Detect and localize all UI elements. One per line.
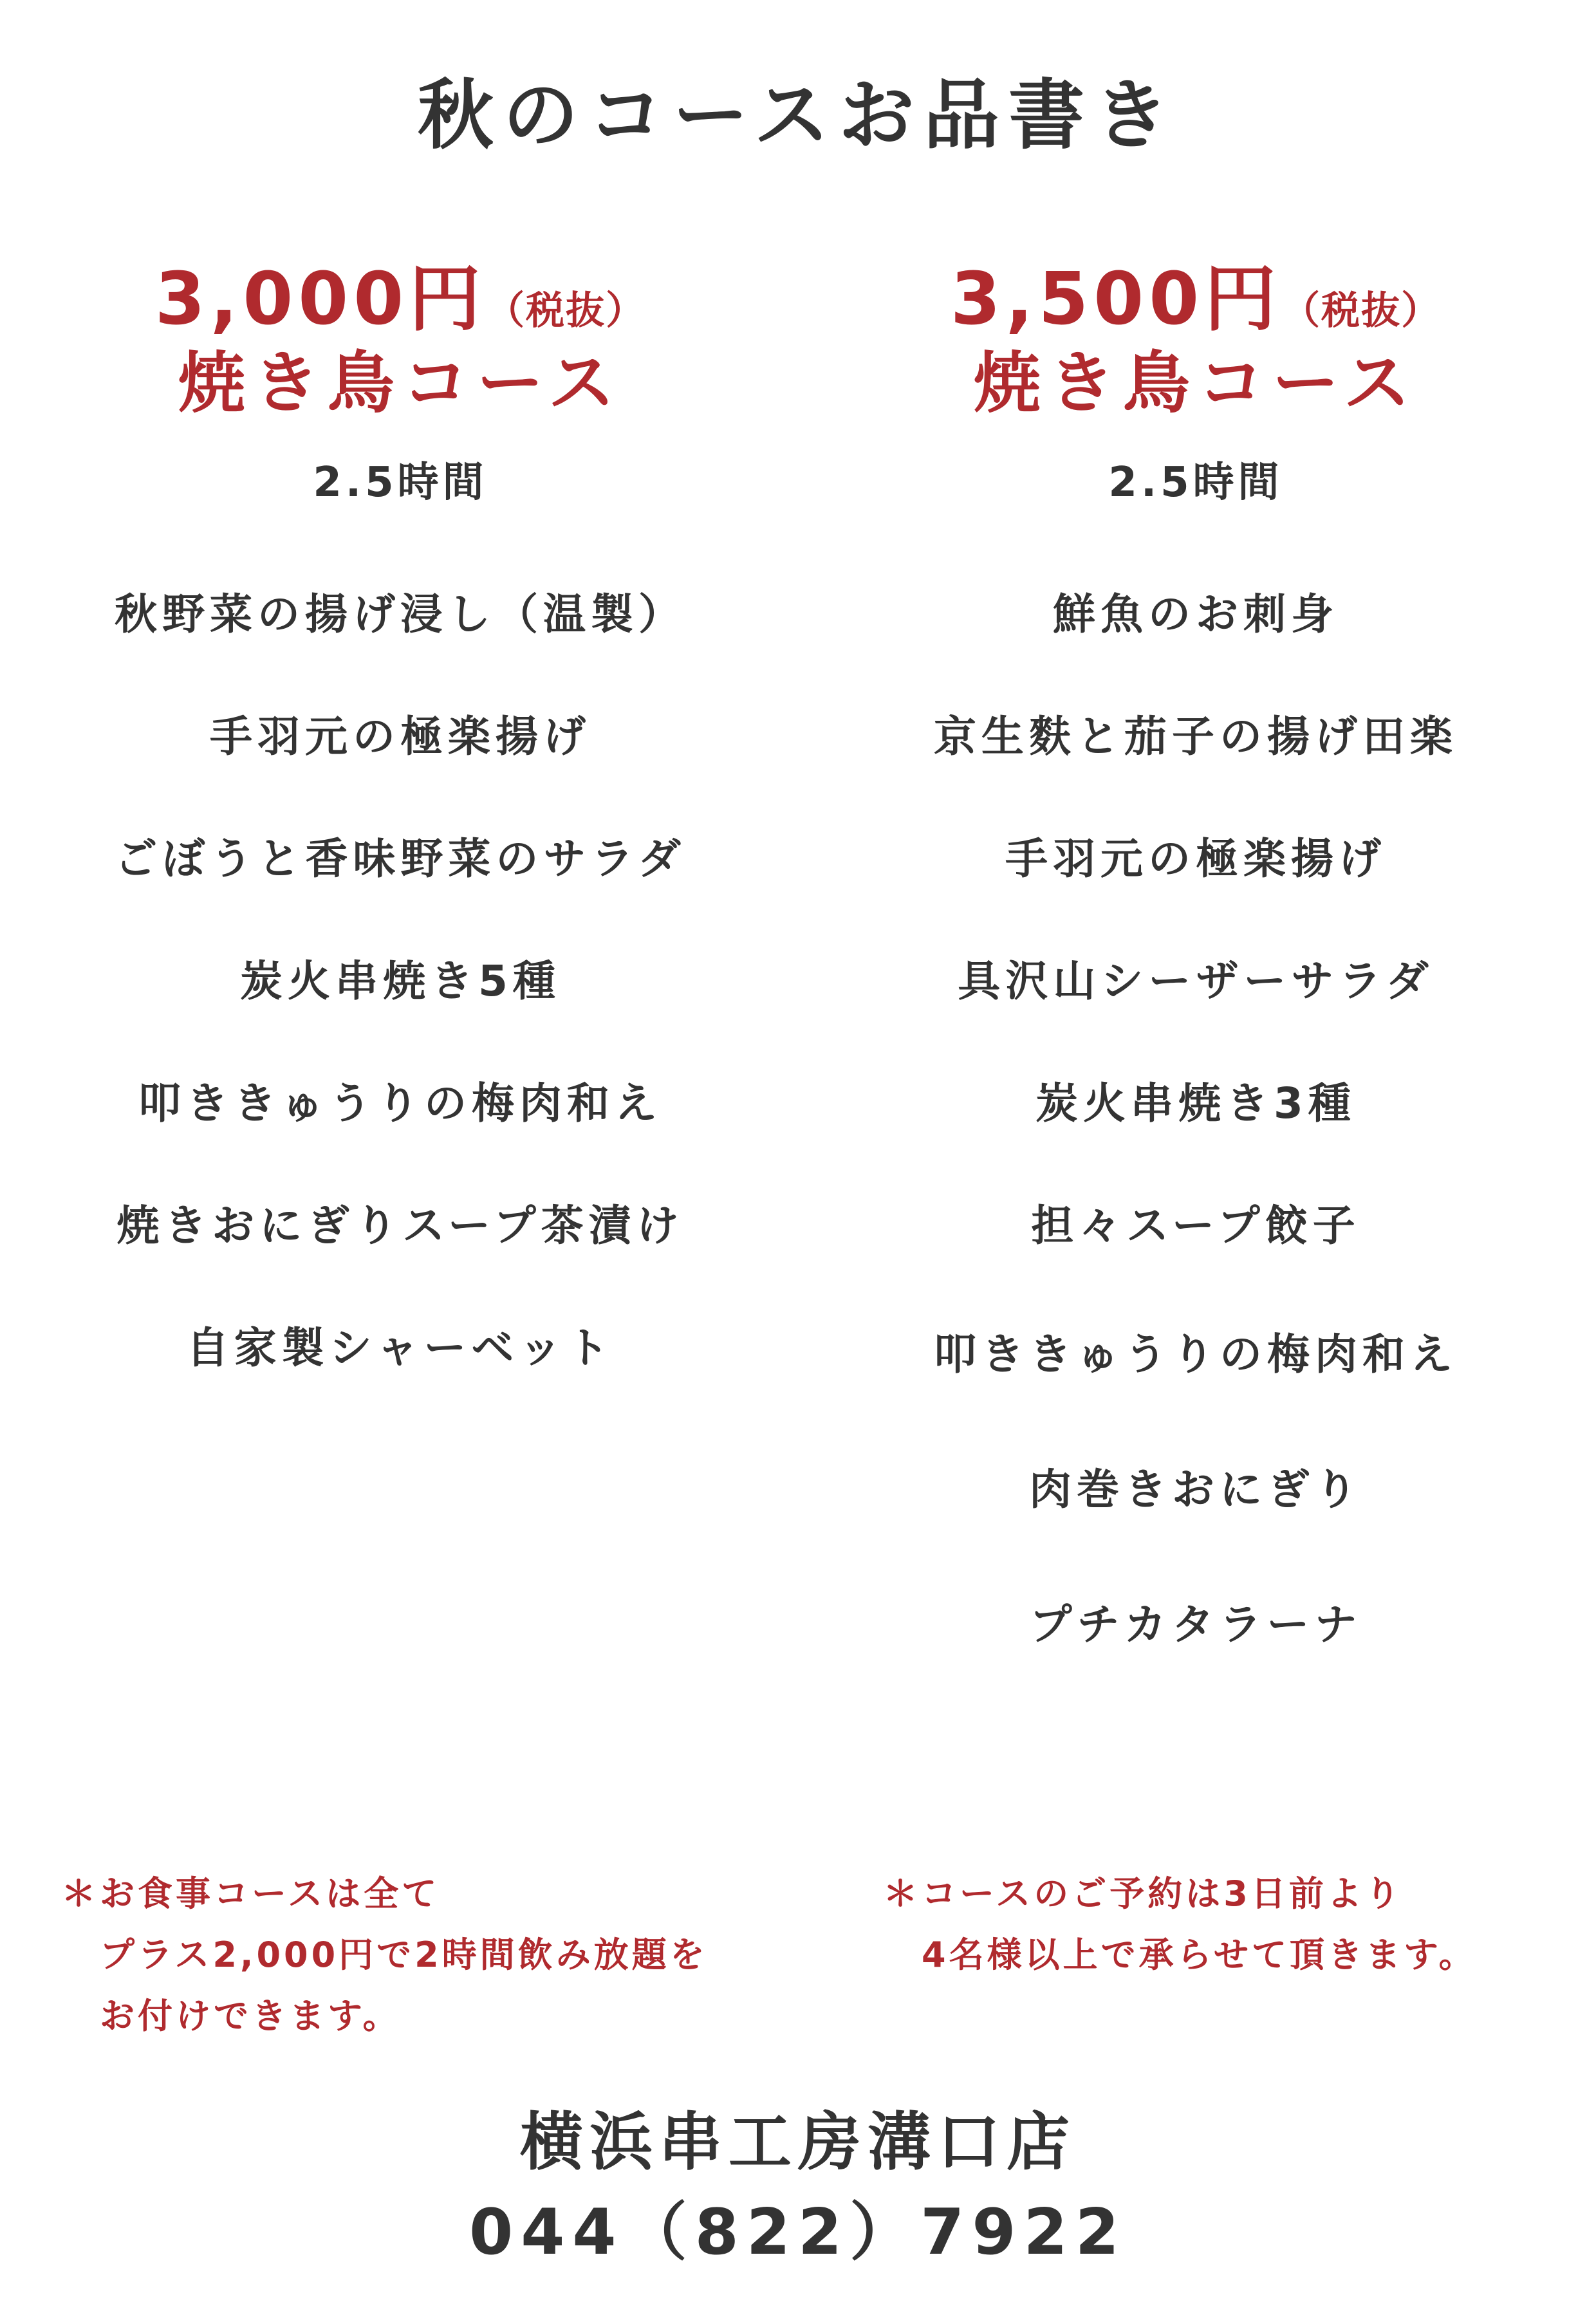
menu-item: 京生麩と茄子の揚げ田楽 [934,712,1458,761]
menu-item: 炭火串焼き3種 [1035,1079,1356,1128]
course-column-3000 [46,257,754,1409]
menu-item: 手羽元の極楽揚げ [210,712,591,761]
note-line: プラス2,000円で2時間飲み放題を [100,1935,708,1975]
course-column-3500 [842,257,1550,1693]
course-name: 焼き鳥コース [973,344,1418,422]
course-price-line [46,257,754,341]
menu-item: 自家製シャーベット [186,1323,615,1373]
store-phone: 044（822）7922 [469,2196,1127,2269]
course-price: 3,000円 [154,257,487,341]
menu-item: プチカタラーナ [1029,1600,1362,1649]
course-item-list [46,553,754,1409]
course-name: 焼き鳥コース [178,344,623,422]
note-reservation [883,1863,1477,1985]
tax-note: （税抜） [1281,288,1442,333]
menu-item: 叩ききゅうりの梅肉和え [138,1079,662,1128]
menu-item: 秋野菜の揚げ浸し（温製） [115,589,686,639]
course-price-line [842,257,1550,341]
note-line: コースのご予約は3日前より [922,1873,1403,1914]
menu-item: 焼きおにぎりスープ茶漬け [116,1201,684,1250]
menu-item: 炭火串焼き5種 [240,956,561,1006]
note-line: お付けできます。 [100,1996,401,2036]
note-drink-plan [61,1863,708,2046]
course-duration: 2.5時間 [313,459,488,506]
menu-item: 鮮魚のお刺身 [1053,589,1339,639]
menu-item: 具沢山シーザーサラダ [958,956,1434,1006]
menu-item: ごぼうと香味野菜のサラダ [115,834,686,884]
menu-item: 叩ききゅうりの梅肉和え [934,1330,1458,1379]
note-asterisk: ＊ [883,1873,921,1914]
course-item-list [842,553,1550,1693]
page-title: 秋のコースお品書き [417,71,1179,160]
menu-item: 担々スープ餃子 [1031,1201,1360,1250]
store-name: 横浜串工房溝口店 [519,2106,1076,2179]
course-price: 3,500円 [950,257,1282,341]
course-duration: 2.5時間 [1108,459,1283,506]
note-line: お食事コースは全て [100,1873,440,1914]
menu-item: 手羽元の極楽揚げ [1005,834,1386,884]
menu-item: 肉巻きおにぎり [1029,1465,1362,1514]
note-asterisk: ＊ [61,1873,99,1914]
tax-note: （税抜） [486,288,646,333]
note-line: 4名様以上で承らせて頂きます。 [922,1935,1477,1975]
